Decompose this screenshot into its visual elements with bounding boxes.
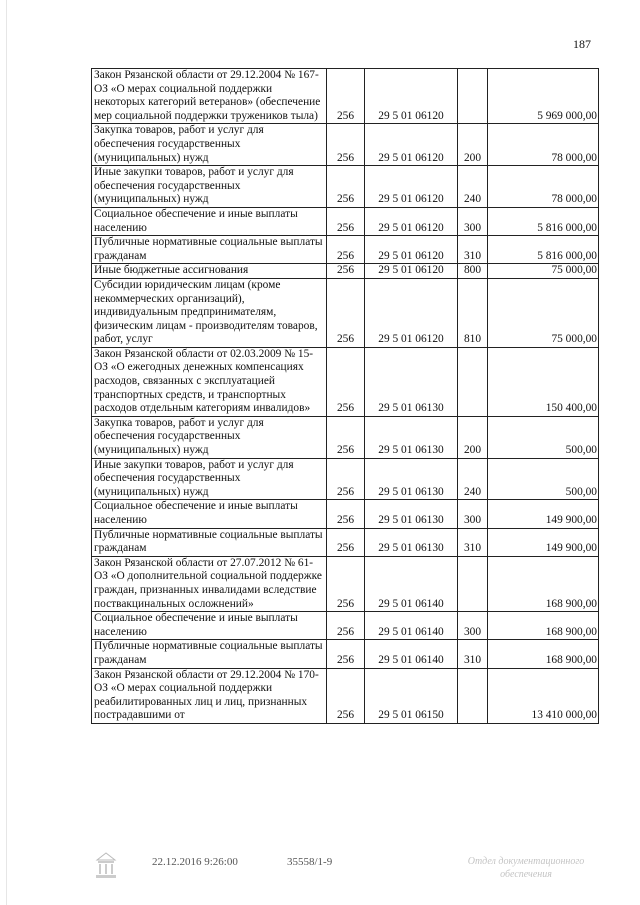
- row-name-cell: Закон Рязанской области от 27.07.2012 № 61-ОЗ «О дополнительной социальной поддержке граждан, признанных инвалидами вследствие поствакцинальных осложнений»: [92, 556, 327, 611]
- table-row: [92, 264, 599, 279]
- row-name-cell: Публичные нормативные социальные выплаты гражданам: [92, 528, 327, 556]
- row-name-cell: Закупка товаров, работ и услуг для обеспечения государственных (муниципальных) нужд: [92, 124, 327, 166]
- department-watermark: Отдел документационного обеспечения: [467, 856, 585, 880]
- row-name-cell: Социальное обеспечение и иные выплаты населению: [92, 612, 327, 640]
- row-csr-cell: 29 5 01 06130: [365, 458, 458, 500]
- row-name-cell: Публичные нормативные социальные выплаты гражданам: [92, 640, 327, 668]
- row-ved-cell: 256: [327, 347, 365, 416]
- row-name-cell: Закупка товаров, работ и услуг для обеспечения государственных (муниципальных) нужд: [92, 416, 327, 458]
- row-csr-cell: 29 5 01 06140: [365, 612, 458, 640]
- row-sum-cell: 149 900,00: [488, 528, 599, 556]
- row-vr-cell: 240: [458, 458, 488, 500]
- row-name-cell: Иные закупки товаров, работ и услуг для обеспечения государственных (муниципальных) нужд: [92, 166, 327, 208]
- table-row: [92, 124, 599, 166]
- row-sum-cell: 75 000,00: [488, 278, 599, 347]
- row-ved-cell: 256: [327, 612, 365, 640]
- row-csr-cell: 29 5 01 06120: [365, 207, 458, 235]
- row-name-cell: Публичные нормативные социальные выплаты гражданам: [92, 236, 327, 264]
- row-vr-cell: [458, 347, 488, 416]
- page-number: 187: [573, 37, 591, 51]
- row-sum-cell: 150 400,00: [488, 347, 599, 416]
- row-vr-cell: 240: [458, 166, 488, 208]
- row-csr-cell: 29 5 01 06120: [365, 124, 458, 166]
- table-row: [92, 612, 599, 640]
- table-row: [92, 236, 599, 264]
- row-ved-cell: 256: [327, 528, 365, 556]
- row-vr-cell: 800: [458, 264, 488, 279]
- row-ved-cell: 256: [327, 278, 365, 347]
- row-ved-cell: 256: [327, 69, 365, 124]
- row-name-cell: Закон Рязанской области от 29.12.2004 № 167-ОЗ «О мерах социальной поддержки некоторых категорий ветеранов» (обеспечение мер социальной поддержки тружеников тыла): [92, 69, 327, 124]
- row-name-cell: Иные закупки товаров, работ и услуг для обеспечения государственных (муниципальных) нужд: [92, 458, 327, 500]
- row-vr-cell: [458, 69, 488, 124]
- row-csr-cell: 29 5 01 06130: [365, 528, 458, 556]
- row-ved-cell: 256: [327, 556, 365, 611]
- row-sum-cell: 13 410 000,00: [488, 668, 599, 723]
- row-csr-cell: 29 5 01 06150: [365, 668, 458, 723]
- row-csr-cell: 29 5 01 06130: [365, 347, 458, 416]
- row-csr-cell: 29 5 01 06120: [365, 166, 458, 208]
- row-csr-cell: 29 5 01 06130: [365, 416, 458, 458]
- row-csr-cell: 29 5 01 06120: [365, 278, 458, 347]
- row-ved-cell: 256: [327, 124, 365, 166]
- row-sum-cell: 500,00: [488, 458, 599, 500]
- row-vr-cell: 810: [458, 278, 488, 347]
- row-sum-cell: 5 816 000,00: [488, 207, 599, 235]
- row-vr-cell: 300: [458, 500, 488, 528]
- row-vr-cell: 300: [458, 612, 488, 640]
- row-ved-cell: 256: [327, 236, 365, 264]
- table-row: [92, 556, 599, 611]
- row-ved-cell: 256: [327, 166, 365, 208]
- row-ved-cell: 256: [327, 458, 365, 500]
- table-row: [92, 458, 599, 500]
- row-ved-cell: 256: [327, 207, 365, 235]
- row-sum-cell: 5 816 000,00: [488, 236, 599, 264]
- table-row: [92, 640, 599, 668]
- row-name-cell: Субсидии юридическим лицам (кроме некоммерческих организаций), индивидуальным предпринимателям, физическим лицам - производителям товаров, работ, услуг: [92, 278, 327, 347]
- row-csr-cell: 29 5 01 06130: [365, 500, 458, 528]
- row-name-cell: Закон Рязанской области от 02.03.2009 № 15-ОЗ «О ежегодных денежных компенсациях расходов, связанных с эксплуатацией транспортных средств, и транспортных расходов отдельным категориям инвалидов»: [92, 347, 327, 416]
- row-vr-cell: 300: [458, 207, 488, 235]
- table-row: [92, 278, 599, 347]
- scan-edge: [6, 0, 7, 905]
- budget-table: [91, 68, 599, 724]
- row-csr-cell: 29 5 01 06120: [365, 69, 458, 124]
- row-name-cell: Социальное обеспечение и иные выплаты населению: [92, 207, 327, 235]
- table-row: [92, 416, 599, 458]
- row-ved-cell: 256: [327, 416, 365, 458]
- row-vr-cell: 200: [458, 416, 488, 458]
- row-vr-cell: 200: [458, 124, 488, 166]
- row-csr-cell: 29 5 01 06140: [365, 556, 458, 611]
- row-sum-cell: 168 900,00: [488, 556, 599, 611]
- row-sum-cell: 500,00: [488, 416, 599, 458]
- row-ved-cell: 256: [327, 500, 365, 528]
- row-vr-cell: [458, 556, 488, 611]
- footer-doc-code: 35558/1-9: [287, 856, 333, 868]
- row-csr-cell: 29 5 01 06120: [365, 264, 458, 279]
- row-csr-cell: 29 5 01 06120: [365, 236, 458, 264]
- row-name-cell: Иные бюджетные ассигнования: [92, 264, 327, 279]
- footer-date: 22.12.2016 9:26:00: [152, 856, 238, 868]
- row-name-cell: Закон Рязанской области от 29.12.2004 № 170-ОЗ «О мерах социальной поддержки реабилитированных лиц и лиц, признанных пострадавшими от: [92, 668, 327, 723]
- row-sum-cell: 78 000,00: [488, 124, 599, 166]
- row-ved-cell: 256: [327, 640, 365, 668]
- row-vr-cell: 310: [458, 640, 488, 668]
- row-ved-cell: 256: [327, 668, 365, 723]
- row-ved-cell: 256: [327, 264, 365, 279]
- logo-stamp-icon: [93, 851, 119, 881]
- row-sum-cell: 149 900,00: [488, 500, 599, 528]
- row-vr-cell: 310: [458, 236, 488, 264]
- row-sum-cell: 78 000,00: [488, 166, 599, 208]
- table-row: [92, 69, 599, 124]
- table-row: [92, 500, 599, 528]
- table-row: [92, 166, 599, 208]
- row-sum-cell: 168 900,00: [488, 612, 599, 640]
- row-sum-cell: 168 900,00: [488, 640, 599, 668]
- budget-table-body: [92, 69, 599, 724]
- row-vr-cell: [458, 668, 488, 723]
- table-row: [92, 668, 599, 723]
- row-sum-cell: 5 969 000,00: [488, 69, 599, 124]
- row-sum-cell: 75 000,00: [488, 264, 599, 279]
- table-row: [92, 528, 599, 556]
- row-name-cell: Социальное обеспечение и иные выплаты населению: [92, 500, 327, 528]
- row-csr-cell: 29 5 01 06140: [365, 640, 458, 668]
- table-row: [92, 347, 599, 416]
- row-vr-cell: 310: [458, 528, 488, 556]
- table-row: [92, 207, 599, 235]
